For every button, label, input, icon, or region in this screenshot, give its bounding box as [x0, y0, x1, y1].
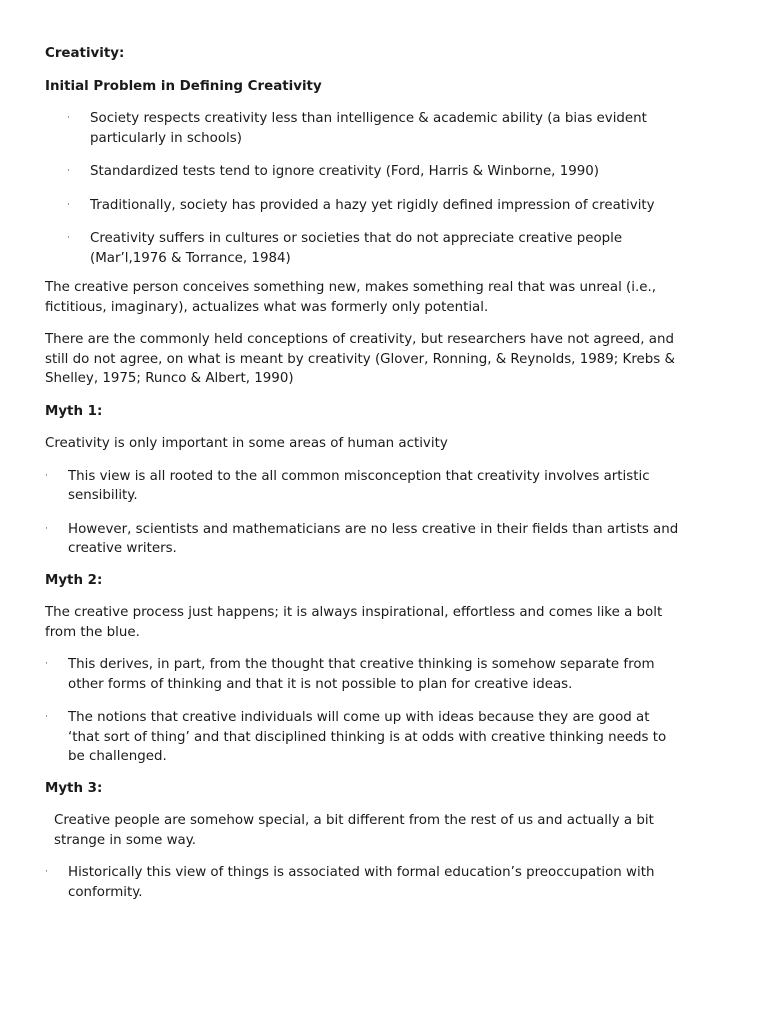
list-item	[45, 520, 685, 559]
list-item-text: This view is all rooted to the all common misconception that creativity involves artistic sensibility.	[68, 468, 650, 503]
list-item	[45, 863, 685, 902]
bullet-icon: ·	[45, 659, 48, 669]
list-item	[45, 655, 685, 694]
myth-1-statement: Creativity is only important in some areas of human activity	[45, 436, 448, 451]
list-item	[45, 162, 685, 182]
list-item	[45, 109, 685, 148]
document-title: Creativity:	[45, 46, 125, 61]
bullet-icon: ·	[45, 867, 48, 877]
list-item-text: Traditionally, society has provided a hazy yet rigidly defined impression of creativity	[90, 197, 655, 213]
list-item-text: The notions that creative individuals will come up with ideas because they are good at ‘that sort of thing’ and that disciplined thinking is at odds with creative thinking needs to be challenged.	[68, 710, 667, 764]
myth-3-bullet-list	[45, 863, 685, 902]
myth-1-heading: Myth 1:	[45, 403, 103, 419]
list-item-text: Standardized tests tend to ignore creativity (Ford, Harris & Winborne, 1990)	[90, 164, 599, 179]
list-item-text: Historically this view of things is associated with formal education’s preoccupation with conformity.	[68, 865, 655, 900]
bullet-icon: ·	[45, 523, 48, 534]
paragraph-creative-person: The creative person conceives something new, makes something real that was unreal (i.e., fictitious, imaginary), actualizes what was formerly only potential.	[45, 280, 657, 315]
list-item	[45, 708, 685, 767]
myth-2-heading: Myth 2:	[45, 572, 103, 588]
list-item-text: This derives, in part, from the thought that creative thinking is somehow separate from other forms of thinking and that it is not possible to plan for creative ideas.	[68, 657, 655, 692]
paragraph-conceptions: There are the commonly held conceptions of creativity, but researchers have not agreed, and still do not agree, on what is meant by creativity (Glover, Ronning, & Reynolds, 1989; Krebs & Shelley, 1975; Runco & Albert, 1990)	[45, 332, 675, 386]
list-item-text: However, scientists and mathematicians are no less creative in their fields than artists and creative writers.	[68, 521, 679, 556]
bullet-icon: ·	[67, 233, 70, 243]
myth-2-statement: The creative process just happens; it is always inspirational, effortless and comes like a bolt from the blue.	[45, 605, 663, 640]
initial-problem-bullet-list	[45, 109, 685, 268]
list-item	[45, 467, 685, 506]
list-item	[45, 229, 685, 268]
list-item-text: Society respects creativity less than intelligence & academic ability (a bias evident particularly in schools)	[90, 111, 647, 146]
myth-3-heading: Myth 3:	[45, 780, 103, 796]
document-page	[45, 44, 685, 916]
bullet-icon: ·	[45, 712, 48, 722]
bullet-icon: ·	[67, 113, 70, 123]
bullet-icon: ·	[67, 166, 70, 176]
section-heading-initial-problem: Initial Problem in Defining Creativity	[45, 78, 322, 94]
list-item-text: Creativity suffers in cultures or societies that do not appreciate creative people (Mar’l,1976 & Torrance, 1984)	[90, 231, 623, 266]
bullet-icon: ·	[67, 199, 70, 210]
bullet-icon: ·	[45, 470, 48, 481]
myth-3-statement: Creative people are somehow special, a bit different from the rest of us and actually a bit strange in some way.	[54, 813, 654, 848]
list-item	[45, 196, 685, 216]
myth-1-bullet-list	[45, 467, 685, 559]
myth-2-bullet-list	[45, 655, 685, 767]
